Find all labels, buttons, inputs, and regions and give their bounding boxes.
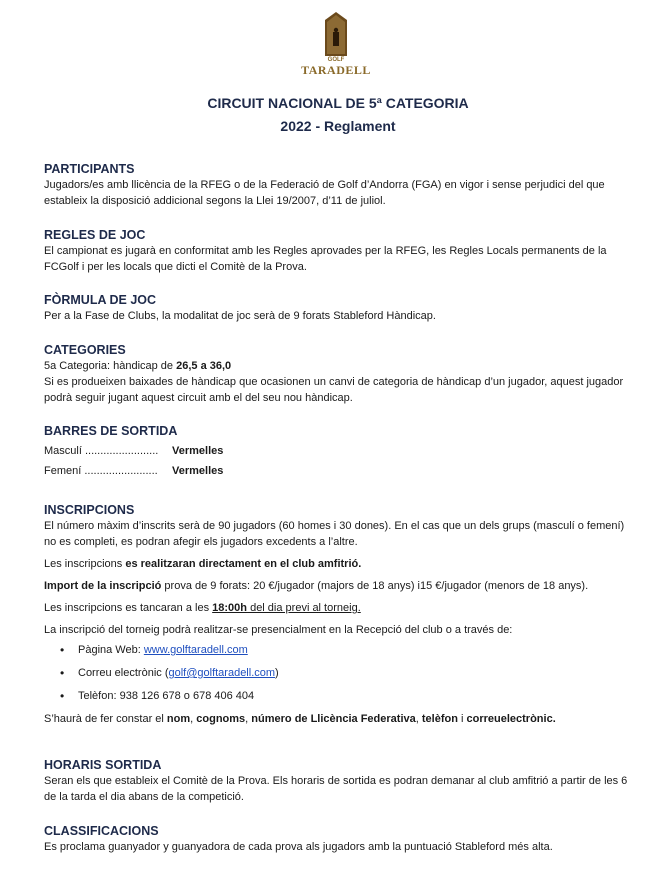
heading-categories: CATEGORIES [44,343,126,357]
formula-text: Per a la Fase de Clubs, la modalitat de joc serà de 9 forats Stableford Hàndicap. [44,310,436,322]
section-categories [44,342,634,406]
section-participants [44,161,634,209]
inscripcions-import: Import de la inscripció prova de 9 forats: 20 €/jugador (majors de 18 anys) i15 €/jugador (menors de 18 anys). [44,580,589,592]
section-formula [44,292,634,324]
contact-list [44,642,634,704]
section-classificacions [44,823,634,855]
list-item-email: • Correu electrònic (golf@golftaradell.com) [64,665,634,681]
section-inscripcions [44,502,634,727]
heading-participants: PARTICIPANTS [44,162,135,176]
heading-classificacions: CLASSIFICACIONS [44,824,159,838]
heading-inscripcions: INSCRIPCIONS [44,503,135,517]
golf-taradell-logo [297,10,375,78]
heading-regles: REGLES DE JOC [44,228,146,242]
categories-text: Si es produeixen baixades de hàndicap que ocasionen un canvi de categoria de hàndicap d’un jugador, aquest jugador podrà seguir jugant aquest circuit amb el del seu nou hàndicap. [44,376,624,404]
heading-formula: FÒRMULA DE JOC [44,293,157,307]
document-title: CIRCUIT NACIONAL DE 5ª CATEGORIA [207,95,469,111]
section-barres [44,423,634,479]
list-item-web: • Pàgina Web: www.golftaradell.com [64,642,634,658]
tower-emblem-icon [297,10,375,58]
inscripcions-max: El número màxim d’inscrits serà de 90 jugadors (60 homes i 30 dones). En el cas que un dels grups (masculí o femení) no es completi, es podran afegir els jugadors excedents a l’altre. [44,520,625,548]
categories-level: 5a Categoria: hàndicap de 26,5 a 36,0 [44,360,232,372]
inscripcions-club: Les inscripcions es realitzaran directament en el club amfitrió. [44,558,362,570]
heading-barres: BARRES DE SORTIDA [44,424,178,438]
barres-row-femeni: Femení ........................ Vermelles [44,465,224,477]
inscripcions-tancament: Les inscripcions es tancaran a les 18:00h del dia previ al torneig. [44,602,361,614]
section-regles [44,227,634,275]
classificacions-text: Es proclama guanyador y guanyadora de cada prova als jugadors amb la puntuació Stableford més alta. [44,841,553,853]
logo-brand-text: TARADELL [301,63,371,77]
list-item-phone: • Telèfon: 938 126 678 o 678 406 404 [64,688,634,704]
participants-text: Jugadors/es amb llicència de la RFEG o de la Federació de Golf d’Andorra (FGA) en vigor i sense perjudici del que estableix la disposició addicional segons la Llei 19/2007, d’11 de juliol. [44,179,605,207]
logo-golf-text: GOLF [327,57,345,63]
inscripcions-via: La inscripció del torneig podrà realitzar-se presencialment en la Recepció del club o a través de: [44,624,513,636]
heading-horaris: HORARIS SORTIDA [44,758,162,772]
document-subtitle: 2022 - Reglament [280,118,396,134]
regles-text: El campionat es jugarà en conformitat amb les Regles aprovades per la RFEG, les Regles Locals permanents de la FCGolf i per les locals que dicti el Comitè de la Prova. [44,245,607,273]
inscripcions-dades: S’haurà de fer constar el nom, cognoms, número de Llicència Federativa, telèfon i correuelectrònic. [44,713,556,725]
web-link[interactable]: www.golftaradell.com [143,644,248,656]
horaris-text: Seran els que estableix el Comitè de la Prova. Els horaris de sortida es podran demanar al club amfitrió a partir de les 6 de la tarda el dia abans de la competició. [44,775,628,803]
barres-row-masculi: Masculí ........................ Vermelles [44,445,224,457]
section-horaris [44,757,634,805]
email-link[interactable]: golf@golftaradell.com [168,667,276,679]
